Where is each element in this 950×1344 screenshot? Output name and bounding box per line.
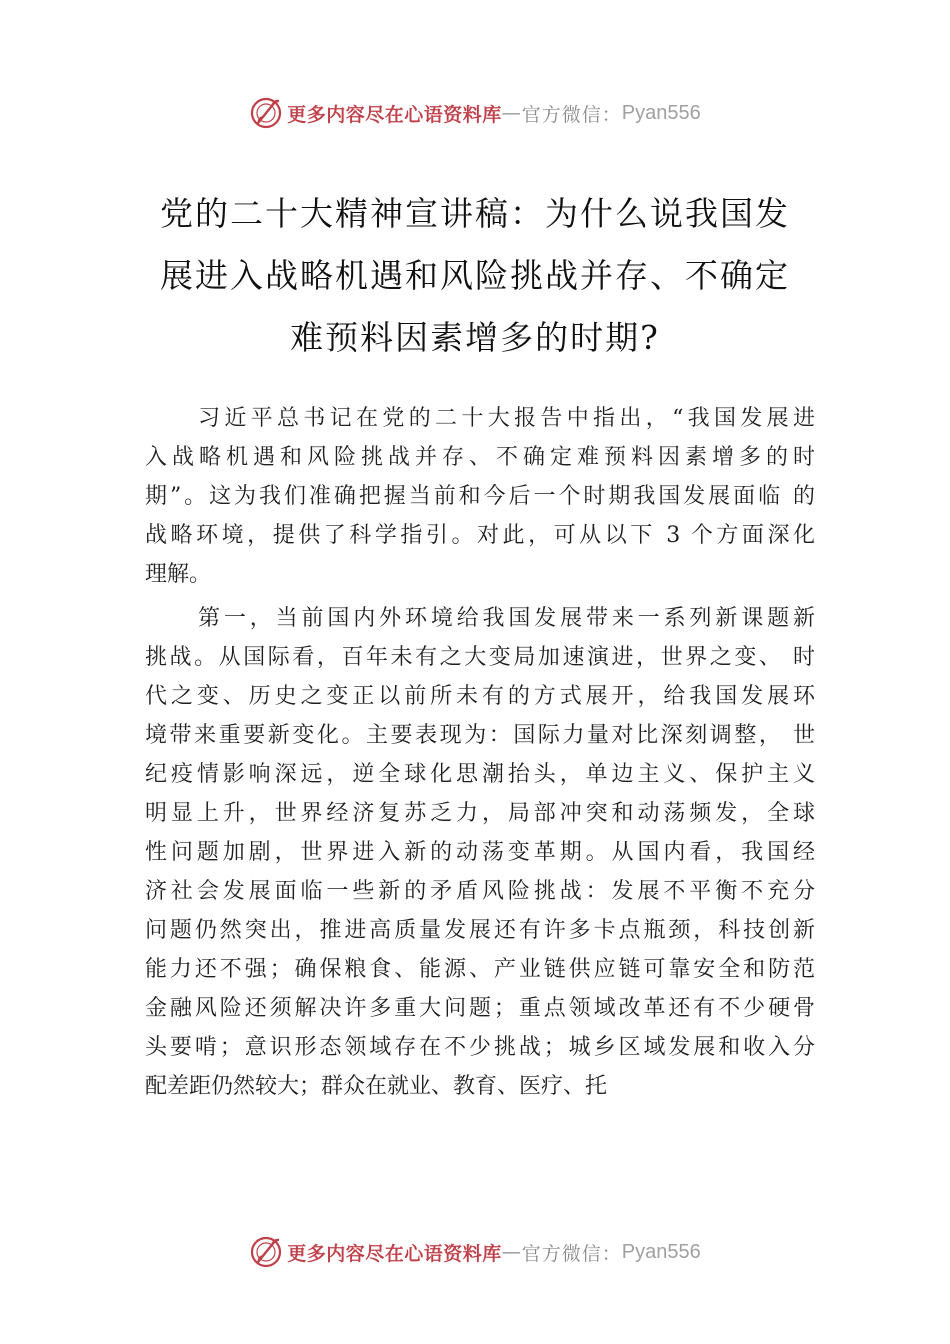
footer-wechat-label: 官方微信： xyxy=(521,1242,622,1265)
header-dash: — xyxy=(501,102,522,124)
footer-banner xyxy=(0,1232,950,1272)
paragraph-2-line: 能力还不强；确保粮食、能源、产业链供应链可靠安全和防范 xyxy=(145,957,815,982)
quill-seal-logo-icon xyxy=(249,1235,283,1269)
paragraph-2-line: 境带来重要新变化。主要表现为：国际力量对比深刻调整， 世 xyxy=(145,723,815,748)
paragraph-1-line: 理解。 xyxy=(145,562,212,587)
footer-brand-text: 更多内容尽在心语资料库 xyxy=(287,1242,502,1265)
paragraph-2-line: 头要啃；意识形态领域存在不少挑战；城乡区域发展和收入分 xyxy=(145,1035,815,1060)
paragraph-2-line: 问题仍然突出，推进高质量发展还有许多卡点瓶颈，科技创新 xyxy=(145,918,815,943)
header-wechat-label: 官方微信： xyxy=(521,103,622,126)
header-wechat-account: Pyan556 xyxy=(621,101,701,124)
title-line: 党的二十大精神宣讲稿：为什么说我国发 xyxy=(160,194,790,233)
paragraph-2-line: 配差距仍然较大；群众在就业、教育、医疗、托 xyxy=(145,1074,608,1099)
title-line: 难预料因素增多的时期? xyxy=(290,318,660,357)
paragraph-2-line: 性问题加剧，世界进入新的动荡变革期。从国内看，我国经 xyxy=(145,840,815,865)
title-line: 展进入战略机遇和风险挑战并存、不确定 xyxy=(160,256,790,295)
paragraph-2-line: 第一，当前国内外环境给我国发展带来一系列新课题新 xyxy=(198,606,815,631)
paragraph-2-line: 济社会发展面临一些新的矛盾风险挑战：发展不平衡不充分 xyxy=(145,879,815,904)
footer-dash: — xyxy=(501,1241,522,1263)
paragraph-2-line: 金融风险还须解决许多重大问题；重点领域改革还有不少硬骨 xyxy=(145,996,815,1021)
paragraph-2-line: 代之变、历史之变正以前所未有的方式展开，给我国发展环 xyxy=(145,684,815,709)
paragraph-2-line: 明显上升，世界经济复苏乏力，局部冲突和动荡频发，全球 xyxy=(145,801,815,826)
header-brand-text: 更多内容尽在心语资料库 xyxy=(287,103,502,126)
document-title xyxy=(140,183,810,369)
footer-wechat-account: Pyan556 xyxy=(621,1240,701,1263)
header-banner xyxy=(0,93,950,133)
paragraph-2-line: 挑战。从国际看，百年未有之大变局加速演进，世界之变、 时 xyxy=(145,645,815,670)
quill-seal-logo-icon xyxy=(249,96,283,130)
paragraph-2-line: 纪疫情影响深远，逆全球化思潮抬头，单边主义、保护主义 xyxy=(145,762,815,787)
paragraph-1-line: 期”。这为我们准确把握当前和今后一个时期我国发展面临 的 xyxy=(145,484,815,509)
paragraph-1-line: 习近平总书记在党的二十大报告中指出，“我国发展进 xyxy=(198,406,815,431)
paragraph-1-line: 入战略机遇和风险挑战并存、不确定难预料因素增多的时 xyxy=(145,445,815,470)
paragraph-1-line: 战略环境，提供了科学指引。对此，可从以下 3 个方面深化 xyxy=(145,523,815,548)
